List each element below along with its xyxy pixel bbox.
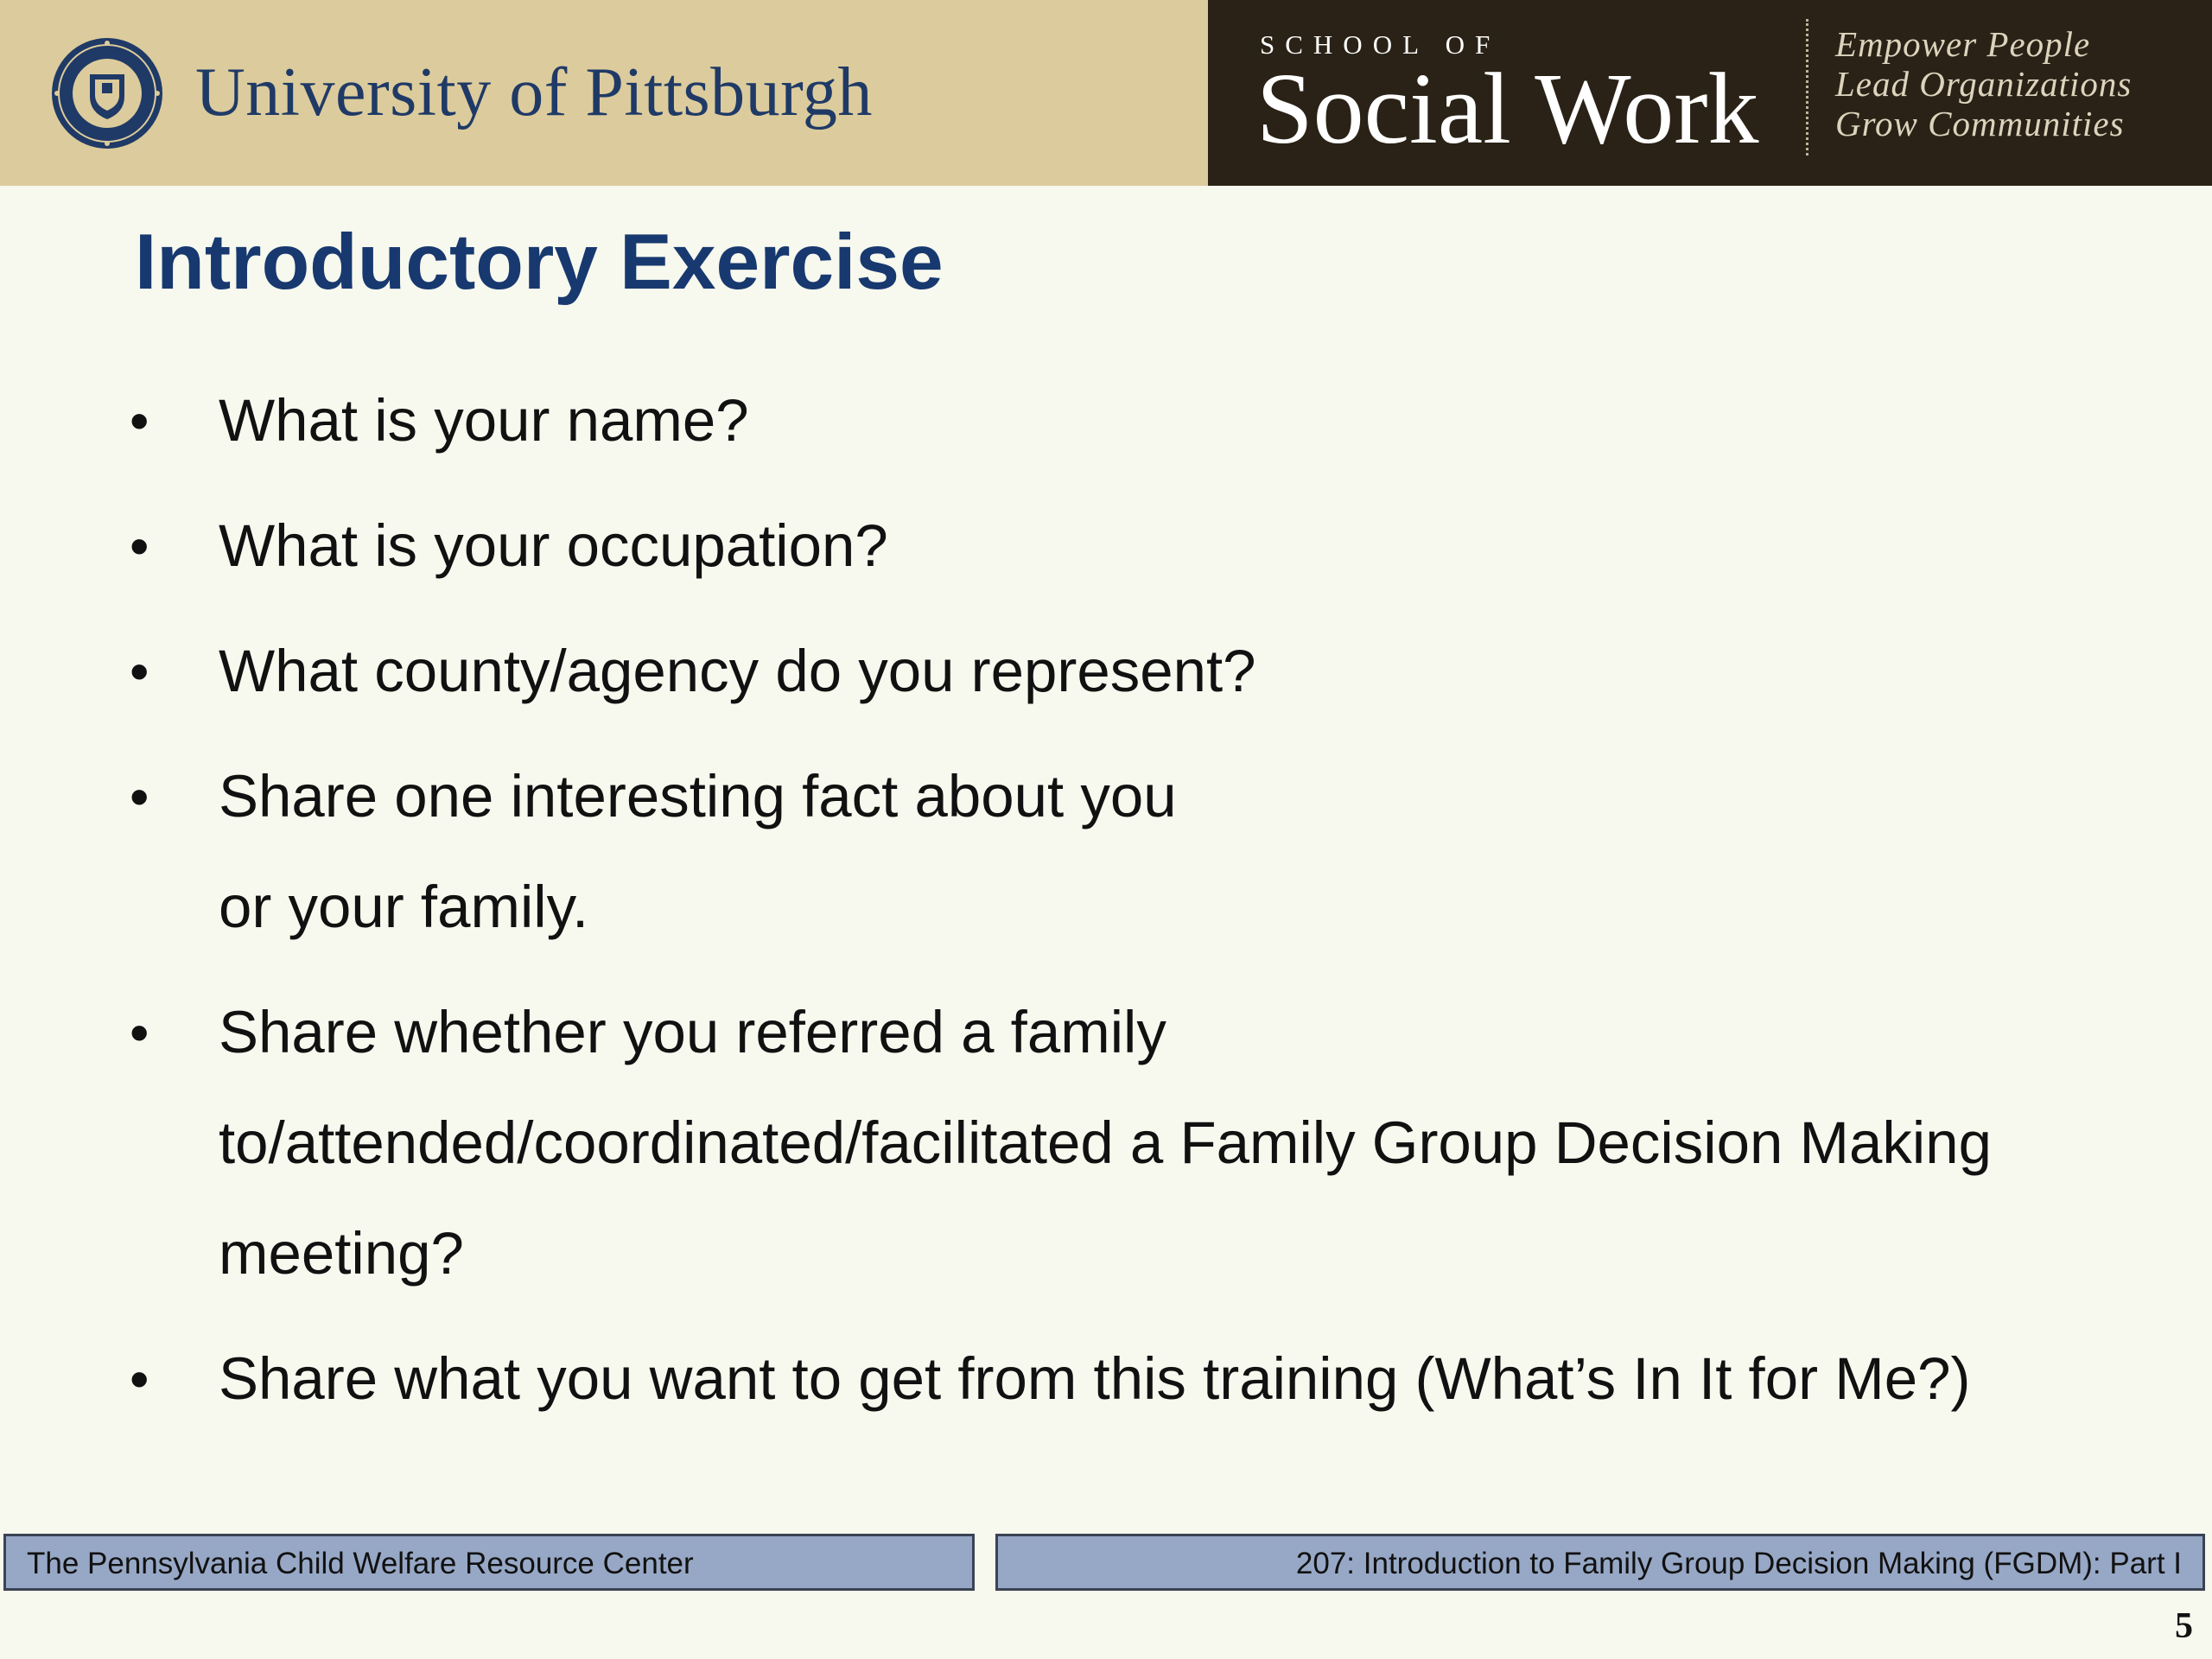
bullet-text: What is your name?	[219, 387, 749, 454]
bullet-text: What is your occupation?	[219, 512, 888, 579]
tagline-line: Lead Organizations	[1835, 64, 2133, 104]
bullet-text: Share one interesting fact about you or your family.	[219, 763, 1177, 940]
slide-title: Introductory Exercise	[135, 219, 944, 306]
bullet-text: Share whether you referred a family to/attended/coordinated/facilitated a Family Group Decision Making meeting?	[219, 999, 1992, 1287]
bullet-point: •	[130, 640, 149, 702]
tagline-line: Empower People	[1835, 24, 2091, 64]
tagline-line: Grow Communities	[1835, 104, 2125, 143]
bullet-text: Share what you want to get from this training (What’s In It for Me?)	[219, 1345, 1971, 1412]
footer-organization	[3, 1534, 975, 1591]
bullet-point: •	[130, 1348, 149, 1410]
footer-course	[995, 1534, 2205, 1591]
bullet-point: •	[130, 1001, 149, 1064]
footer-course-text: 207: Introduction to Family Group Decision Making (FGDM): Part I	[1295, 1547, 2182, 1580]
bullet-point: •	[130, 515, 149, 577]
page-number: 5	[2175, 1606, 2193, 1646]
school-name: Social Work	[1256, 52, 1759, 165]
bullet-point: •	[130, 766, 149, 828]
bullet-text: What county/agency do you represent?	[219, 638, 1256, 704]
bullet-point: •	[130, 390, 149, 452]
university-name: University of Pittsburgh	[195, 54, 873, 130]
school-of-label: SCHOOL OF	[1260, 29, 1501, 60]
footer-organization-text: The Pennsylvania Child Welfare Resource Center	[27, 1547, 694, 1580]
